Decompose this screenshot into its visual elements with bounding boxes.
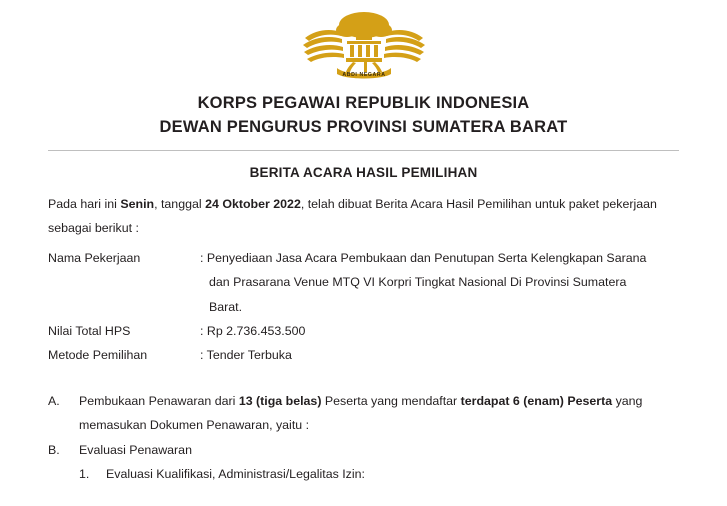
intro-paragraph <box>48 192 679 240</box>
clause-a-bold1: 13 (tiga belas) <box>238 394 322 409</box>
field-value-line3: Barat. <box>209 299 243 314</box>
intro-part1: Pada hari ini <box>48 196 117 211</box>
list-item-sub-body: Evaluasi Kualifikasi, Administrasi/Legalitas Izin: <box>106 466 365 481</box>
work-details <box>48 246 679 367</box>
organization-title-line2: DEWAN PENGURUS PROVINSI SUMATERA BARAT <box>159 117 568 136</box>
field-value-nama-pekerjaan <box>200 246 679 319</box>
field-label-nama-pekerjaan: Nama Pekerjaan <box>48 251 141 266</box>
spacer <box>48 367 679 387</box>
intro-date: 24 Oktober 2022 <box>205 196 301 211</box>
list-item-body: Evaluasi Penawaran <box>79 442 192 457</box>
document-title: BERITA ACARA HASIL PEMILIHAN <box>249 164 478 180</box>
field-value-nilai-total-hps: : Rp 2.736.453.500 <box>200 323 306 338</box>
svg-text:ABDI NEGARA: ABDI NEGARA <box>341 72 386 78</box>
list-item-marker: A. <box>48 394 60 409</box>
clause-a-part1: Pembukaan Penawaran dari <box>79 394 236 409</box>
list-item-body <box>79 389 679 437</box>
clause-a-bold2: terdapat 6 (enam) Peserta <box>460 394 613 409</box>
list-item <box>48 438 679 462</box>
clauses-list <box>48 389 679 486</box>
intro-part2: , tanggal <box>154 196 202 211</box>
field-value-line1: : Penyediaan Jasa Acara Pembukaan dan Penutupan Serta Kelengkapan Sarana <box>200 251 647 266</box>
organization-title-line1: KORPS PEGAWAI REPUBLIK INDONESIA <box>197 94 530 112</box>
logo-container <box>48 0 679 82</box>
field-row <box>48 343 679 367</box>
list-item <box>48 389 679 437</box>
header-divider <box>48 150 679 151</box>
organization-title <box>48 92 679 140</box>
list-item-sub <box>79 462 679 486</box>
korpri-garuda-emblem-icon <box>301 8 427 82</box>
field-value-metode-pemilihan: : Tender Terbuka <box>200 347 292 362</box>
field-row <box>48 246 679 319</box>
clause-a-part2: Peserta yang mendaftar <box>324 394 458 409</box>
field-value-line2: dan Prasarana Venue MTQ VI Korpri Tingkat Nasional Di Provinsi Sumatera <box>209 275 627 290</box>
intro-day: Senin <box>120 196 155 211</box>
field-label-metode-pemilihan: Metode Pemilihan <box>48 347 148 362</box>
intro-part3: , telah dibuat Berita Acara Hasil Pemilihan untuk paket pekerjaan sebagai berikut : <box>48 196 657 236</box>
list-item-marker: B. <box>48 442 60 457</box>
list-item-sub-marker: 1. <box>79 466 90 481</box>
clause-a-part3: yang memasukan Dokumen Penawaran, yaitu : <box>79 394 643 433</box>
field-label-nilai-total-hps: Nilai Total HPS <box>48 323 131 338</box>
field-row <box>48 319 679 343</box>
